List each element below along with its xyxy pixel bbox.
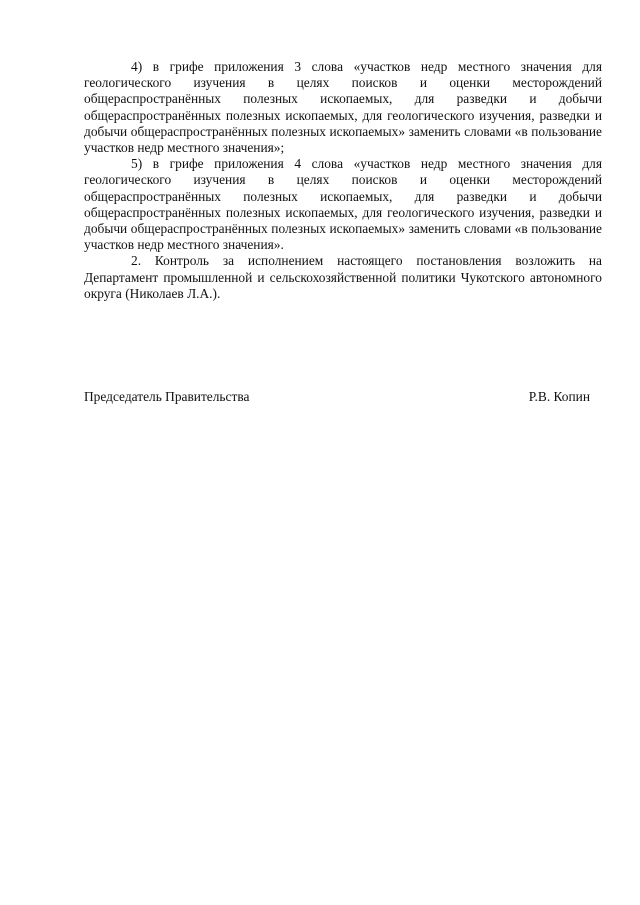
paragraph-item-4: 4) в грифе приложения 3 слова «участков недр местного значения для геологического изучения в целях поисков и оценки месторождений общераспространённых полезных ископаемых, для разведки и добычи общераспространённых полезных ископаемых, для геологического изучения, разведки и добычи общераспространённых полезных ископаемых» заменить словами «в пользование участков недр местного значения»; [84,59,602,156]
document-body [84,59,602,302]
paragraph-control-clause: 2. Контроль за исполнением настоящего постановления возложить на Департамент промышленной и сельскохозяйственной политики Чукотского автономного округа (Николаев Л.А.). [84,253,602,301]
paragraph-item-5: 5) в грифе приложения 4 слова «участков недр местного значения для геологического изучения в целях поисков и оценки месторождений общераспространённых полезных ископаемых, для разведки и добычи общераспространённых полезных ископаемых, для геологического изучения, разведки и добычи общераспространённых полезных ископаемых» заменить словами «в пользование участков недр местного значения». [84,156,602,253]
signature-block [84,389,590,405]
signatory-name: Р.В. Копин [528,389,590,404]
signatory-position: Председатель Правительства [84,389,250,404]
